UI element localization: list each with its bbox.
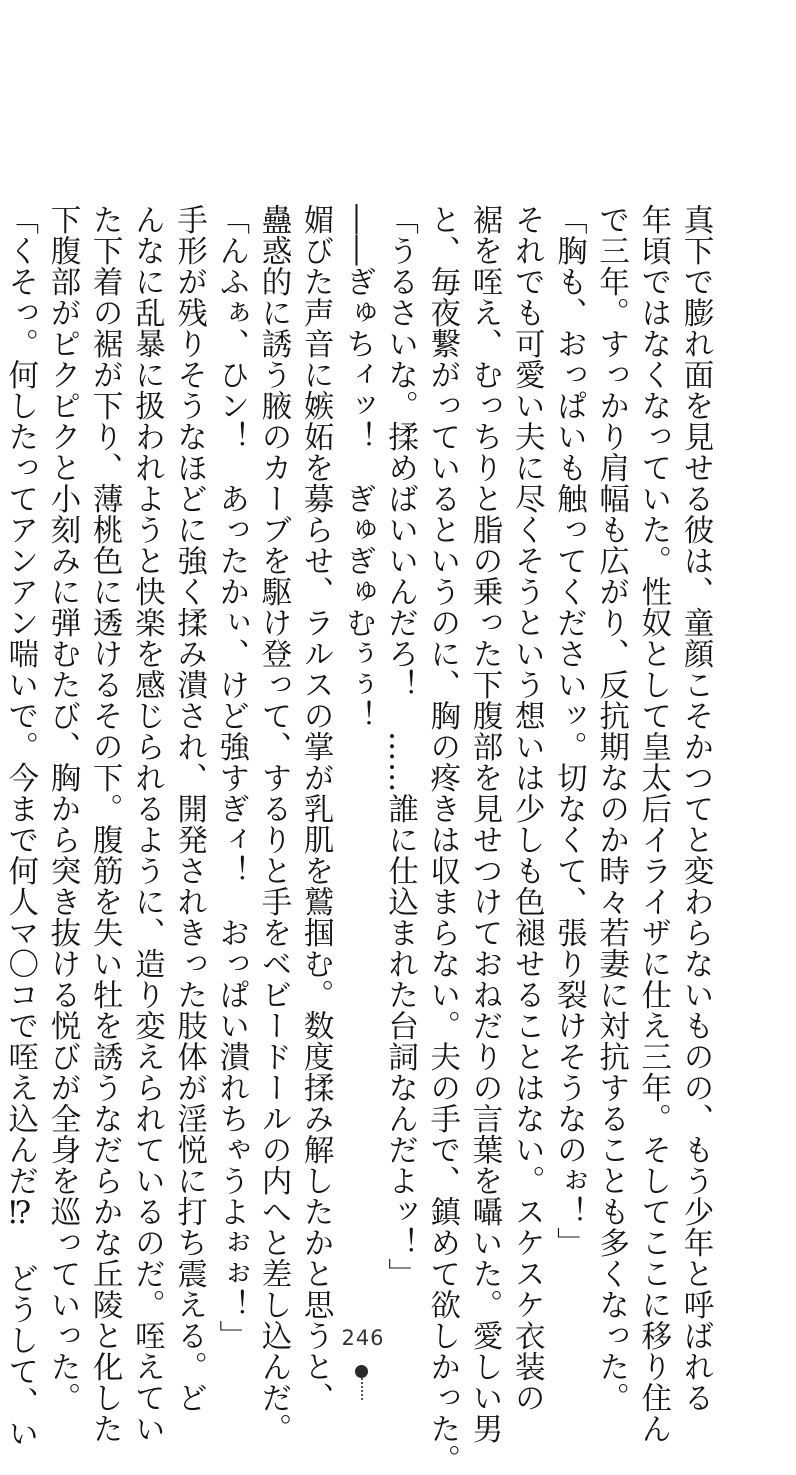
text-line: た下着の裾が下り、薄桃色に透けるその下。腹筋を失い牡を誘うなだらかな丘陵と化した [87,204,123,1444]
dialogue-line: 「胸も、おっぱいも触ってくださいッ。切なくて、張り裂けそうなのぉ！」 [551,204,587,1258]
sound-effect-line: ――ぎゅちィッ！ ぎゅぎゅむぅぅ！ [340,204,376,731]
text-line: 真下で膨れ面を見せる彼は、童顔こそかつてと変わらないものの、もう少年と呼ばれる [678,204,713,1413]
dialogue-line: 「うるさいな。揉めばいいんだろ！ ……誰に仕込まれた台詞なんだよッ！」 [382,204,418,1289]
page-ornament-dotted-line [361,1378,363,1400]
text-line: 裾を咥え、むっちりと脂の乗った下腹部を見せつけておねだりの言葉を囁いた。愛しい男 [466,204,502,1444]
text-line: んなに乱暴に扱われようと快楽を感じられるように、造り変えられているのだ。咥えてい [129,204,165,1444]
text-line: 蠱惑的に誘う腋のカーブを駆け登って、するりと手をベビードールの内へと差し込んだ。 [255,204,291,1444]
text-line: 下腹部がピクピクと小刻みに弾むたび、胸から突き抜ける悦びが全身を巡っていった。 [44,204,80,1413]
text-line: 年頃ではなくなっていた。性奴として皇太后イライザに仕え三年。そしてここに移り住ん [635,204,671,1444]
text-line: 手形が残りそうなほどに強く揉み潰され、開発されきった肢体が淫悦に打ち震える。ど [171,204,207,1413]
text-line: で三年。すっかり肩幅も広がり、反抗期なのか時々若妻に対抗することも多くなった。 [593,204,629,1413]
text-line: と、毎夜繋がっているというのに、胸の疼きは収まらない。夫の手で、鎮めて欲しかった。 [424,204,460,1475]
page-ornament-dot [355,1365,368,1378]
text-line: 媚びた声音に嫉妬を募らせ、ラルスの掌が乳肌を鷲掴む。数度揉み解したかと思うと、 [298,204,334,1413]
page-number: 246 [341,1326,385,1350]
text-line: それでも可愛い夫に尽くそうという想いは少しも色褪せることはない。スケスケ衣装の [509,204,545,1413]
dialogue-line: 「んふぁ、ひン！ あったかぃ、けど強すぎィ！ おっぱい潰れちゃうよぉぉ！」 [213,204,249,1351]
dialogue-line: 「くそっ。何したってアンアン喘いで。今まで何人マ〇コで咥え込んだ⁉ どうして、い [2,204,38,1449]
